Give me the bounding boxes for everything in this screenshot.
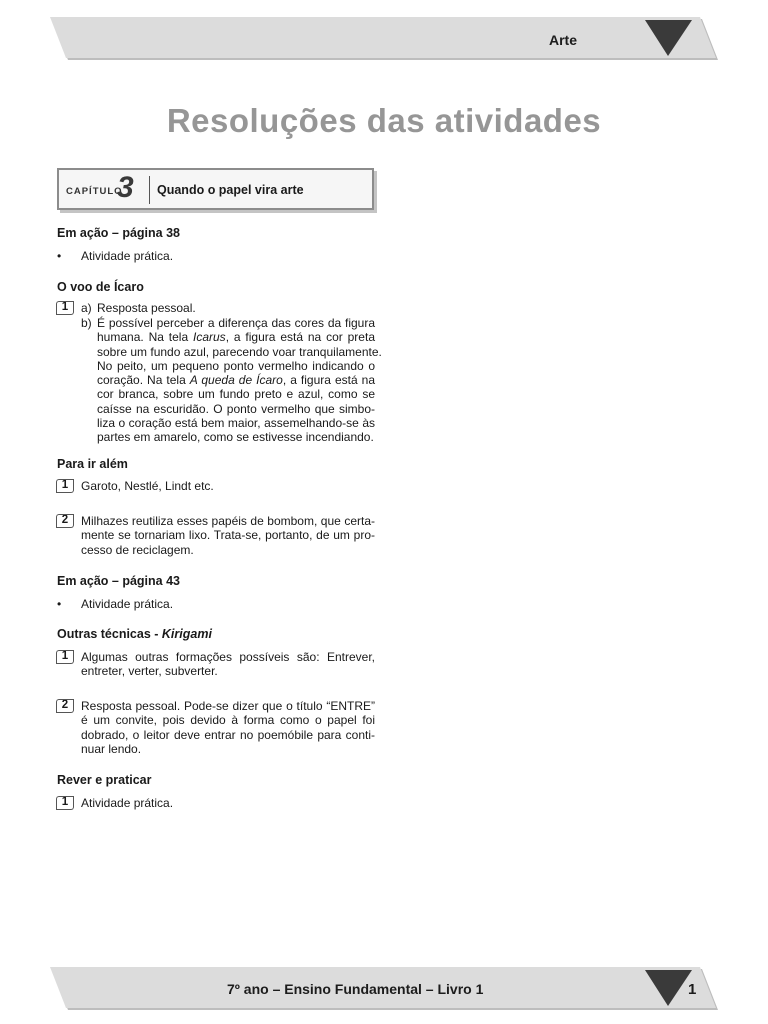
list-item xyxy=(57,249,375,264)
page-number: 1 xyxy=(688,981,697,998)
chapter-divider xyxy=(149,176,150,204)
answer-para-ir-alem-1: Garoto, Nestlé, Lindt etc. xyxy=(81,479,214,493)
section-heading-para-ir-alem: Para ir além xyxy=(57,457,128,471)
section-heading-outras-tecnicas: Outras técnicas - Kirigami xyxy=(57,627,212,641)
text-line: sobre um fundo azul, parecendo voar tranquilamente. xyxy=(97,344,382,359)
footer-ribbon xyxy=(0,966,768,1014)
section-heading-voo-icaro: O voo de Ícaro xyxy=(57,280,144,294)
text-line: coração. Na tela A queda de Ícaro, a figura está na xyxy=(97,373,376,388)
text-line: nuar lendo. xyxy=(81,741,142,756)
sub-item-text: Resposta pessoal. xyxy=(97,301,196,315)
sub-item-text xyxy=(97,316,382,445)
footer-text: 7º ano – Ensino Fundamental – Livro 1 xyxy=(227,981,484,997)
text-line: é um convite, pois devido à forma como o papel foi xyxy=(81,713,375,728)
text-line: É possível perceber a diferença das cores da figura xyxy=(97,316,375,330)
number-badge: 1 xyxy=(57,479,74,493)
text-line: caísse na escuridão. O ponto vermelho que simbo- xyxy=(97,401,375,416)
number-badge: 2 xyxy=(57,514,74,528)
header-ribbon-shape xyxy=(0,16,768,64)
text-line: mente se tornariam lixo. Trata-se, portanto, de um pro- xyxy=(81,528,375,543)
answer-outras-tecnicas-1 xyxy=(81,650,375,679)
section-heading-em-acao-43: Em ação – página 43 xyxy=(57,574,180,588)
text-line: Resposta pessoal. Pode-se dizer que o título “ENTRE” xyxy=(81,699,375,713)
number-badge: 2 xyxy=(57,699,74,713)
chapter-box xyxy=(57,168,374,210)
bullet-icon: • xyxy=(57,597,62,611)
sub-item-letter: a) xyxy=(81,301,92,315)
sub-item-letter: b) xyxy=(81,316,92,330)
text-line: No peito, um pequeno ponto vermelho indicando o xyxy=(97,358,375,373)
header-ribbon xyxy=(0,16,768,64)
list-item xyxy=(57,597,375,612)
section-heading-rever-praticar: Rever e praticar xyxy=(57,773,152,787)
answer-rever-praticar-1: Atividade prática. xyxy=(81,796,174,810)
answer-outras-tecnicas-2 xyxy=(81,699,375,756)
answer-voo-icaro xyxy=(81,301,382,446)
chapter-word: CAPÍTULO xyxy=(66,186,123,197)
list-item-text: Atividade prática. xyxy=(81,249,174,263)
text-line: Algumas outras formações possíveis são: Entrever, xyxy=(81,650,375,664)
list-item-text: Atividade prática. xyxy=(81,597,174,611)
text-line: dobrado, o leitor deve entrar no poemóbile para conti- xyxy=(81,727,375,742)
number-badge: 1 xyxy=(57,301,74,315)
text-line: liza o coração está bem maior, assemelhando-se às xyxy=(97,416,375,431)
chapter-number: 3 xyxy=(117,171,134,204)
number-badge: 1 xyxy=(57,650,74,664)
answer-para-ir-alem-2 xyxy=(81,514,375,557)
header-subject: Arte xyxy=(549,32,578,48)
text-line: cor branca, sobre um fundo preto e azul, como se xyxy=(97,387,375,402)
chapter-title: Quando o papel vira arte xyxy=(157,183,304,197)
text-line: partes em amarelo, como se estivesse incendiando. xyxy=(97,430,374,445)
text-line: Milhazes reutiliza esses papéis de bombom, que certa- xyxy=(81,514,375,528)
number-badge: 1 xyxy=(57,796,74,810)
page-title: Resoluções das atividades xyxy=(166,102,602,139)
section-heading-em-acao-38: Em ação – página 38 xyxy=(57,226,180,240)
text-line: humana. Na tela Icarus, a figura está na cor preta xyxy=(97,330,375,345)
text-line: cesso de reciclagem. xyxy=(81,542,194,557)
text-line: entreter, verter, subverter. xyxy=(81,664,218,679)
bullet-icon: • xyxy=(57,249,62,263)
